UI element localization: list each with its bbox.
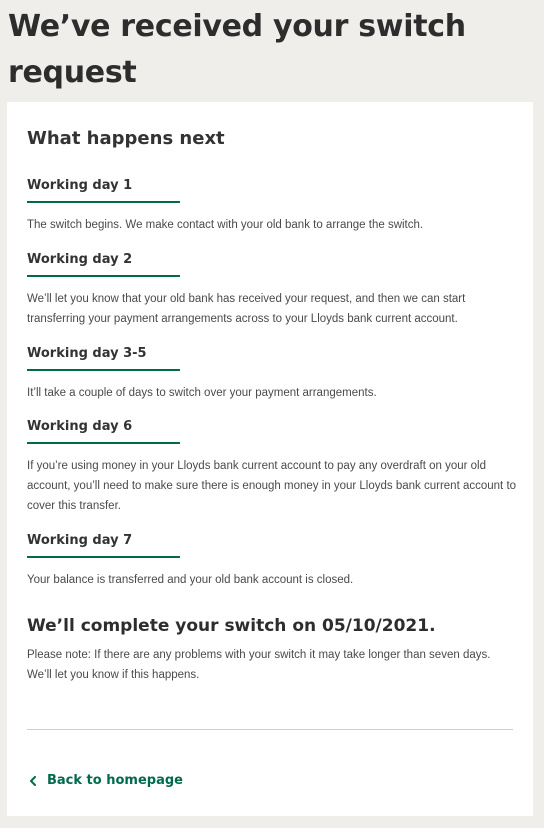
step-title: Working day 2	[27, 250, 180, 277]
chevron-left-icon	[29, 776, 37, 786]
divider	[27, 729, 513, 730]
switch-timeline-card	[7, 102, 533, 816]
step-working-day-3-5	[27, 344, 517, 403]
step-title: Working day 7	[27, 531, 180, 558]
step-working-day-1	[27, 176, 517, 235]
switch-delay-note: Please note: If there are any problems with your switch it may take longer than seven days. We’ll let you know if this happens.	[27, 649, 491, 681]
step-title: Working day 3-5	[27, 344, 180, 371]
what-happens-next-heading: What happens next	[27, 128, 225, 149]
step-description: It’ll take a couple of days to switch over your payment arrangements.	[27, 387, 377, 399]
step-description: If you’re using money in your Lloyds bank current account to pay any overdraft on your old account, you’ll need to make sure there is enough money in your Lloyds bank current account to cover this transfer.	[27, 460, 517, 512]
step-description: The switch begins. We make contact with your old bank to arrange the switch.	[27, 219, 424, 231]
step-title: Working day 6	[27, 417, 180, 444]
step-description: We’ll let you know that your old bank has received your request, and then we can start transferring your payment arrangements across to your Lloyds bank current account.	[27, 293, 466, 325]
step-working-day-6	[27, 417, 517, 516]
back-link-label: Back to homepage	[47, 773, 183, 788]
page-title: We’ve received your switch request	[8, 9, 466, 90]
step-description: Your balance is transferred and your old bank account is closed.	[27, 574, 354, 586]
back-to-homepage-link[interactable]	[29, 771, 183, 791]
step-working-day-7	[27, 531, 517, 590]
step-title: Working day 1	[27, 176, 180, 203]
completion-date-heading: We’ll complete your switch on 05/10/2021.	[27, 616, 436, 636]
step-working-day-2	[27, 250, 517, 329]
